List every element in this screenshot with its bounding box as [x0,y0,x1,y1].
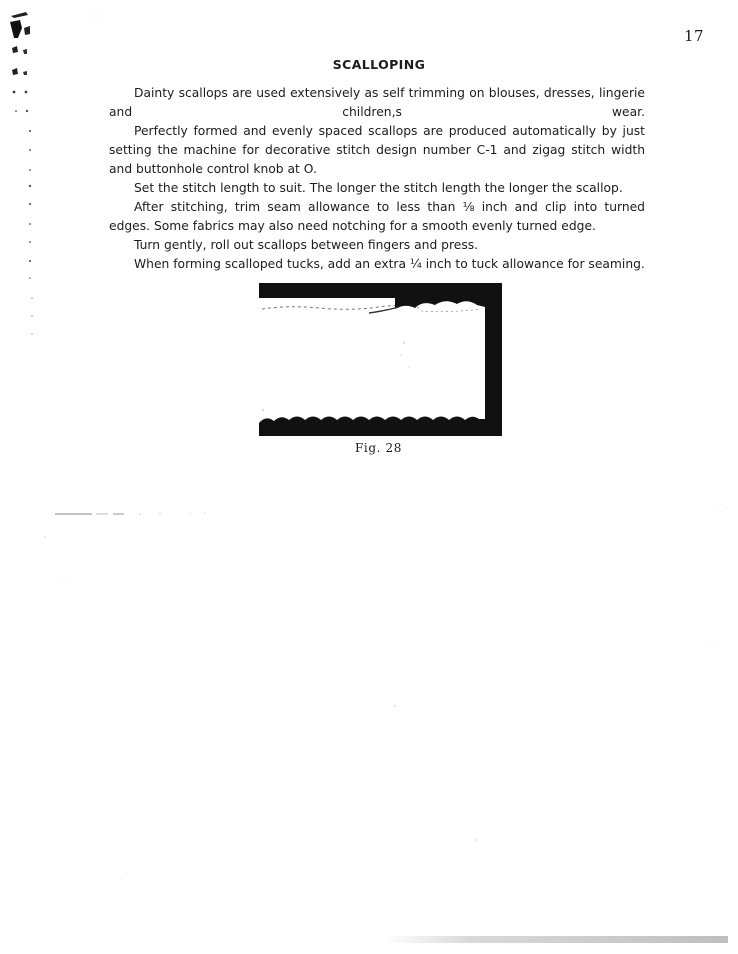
lower-scallops [259,417,485,437]
page-number: 17 [684,27,705,45]
figure-caption: Fig. 28 [355,441,402,455]
paragraph-scalloped-tucks: When forming scalloped tucks, add an extra ¼ inch to tuck allowance for seaming. [134,257,645,271]
fabric-right-edge [485,283,502,436]
body-text [109,84,645,274]
paragraph-turn-press: Turn gently, roll out scallops between fingers and press. [134,238,479,252]
scallop-illustration [259,283,502,436]
scan-edge-band [384,936,728,943]
paragraph-stitch-length: Set the stitch length to suit. The longer the stitch length the longer the scallop. [134,181,623,195]
paragraph-trim-seam: After stitching, trim seam allowance to less than ⅛ inch and clip into turned edges. Some fabrics may also need notching for a smooth evenly turned edge. [109,200,645,233]
section-title: SCALLOPING [332,57,426,72]
paragraph-intro: Dainty scallops are used extensively as self trimming on blouses, dresses, lingerie and children,s wear. [109,86,645,119]
fabric-top-edge [259,283,502,298]
paragraph-machine-setting: Perfectly formed and evenly spaced scallops are produced automatically by just setting the machine for decorative stitch design number C-1 and zigag stitch width and buttonhole control knob at O. [109,124,645,176]
